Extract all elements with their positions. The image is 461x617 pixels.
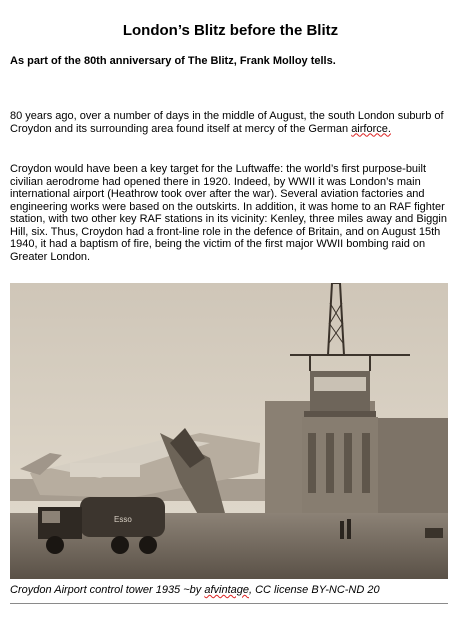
paragraph-1: [10, 110, 450, 135]
paragraph-1-text: 80 years ago, over a number of days in the middle of August, the south London suburb of Croydon and its surrounding area found itself at mercy of the German: [10, 110, 444, 135]
bottom-divider: [10, 603, 448, 604]
photo-caption: [10, 584, 450, 596]
truck-logo: Esso: [114, 515, 132, 524]
article-title: London’s Blitz before the Blitz: [122, 22, 339, 39]
caption-author: afvintage: [204, 584, 249, 596]
croydon-airport-photo: [10, 283, 448, 579]
misspelled-word: airforce.: [351, 122, 391, 135]
caption-license: , CC license BY-NC-ND 20: [249, 584, 380, 596]
article-subtitle: As part of the 80th anniversary of The Blitz, Frank Molloy tells.: [10, 55, 336, 67]
caption-text: Croydon Airport control tower 1935 ~by: [10, 584, 205, 596]
paragraph-2: Croydon would have been a key target for the Luftwaffe: the world’s first purpose-built civilian aerodrome had opened there in 1920. Indeed, by WWII it was London’s main international airport (Heathrow took over after the war). Several aviation factories and engineering works were based on the outskirts. In addition, it was home to an RAF fighter station, with two other key RAF stations in its vicinity: Kenley, three miles away and Biggin Hill, six. Thus, Croydon had a front-line role in the defence of Britain, and on August 15th 1940, it had a baptism of fire, being the victim of the first major WWII bombing raid on Greater London.: [10, 163, 447, 263]
